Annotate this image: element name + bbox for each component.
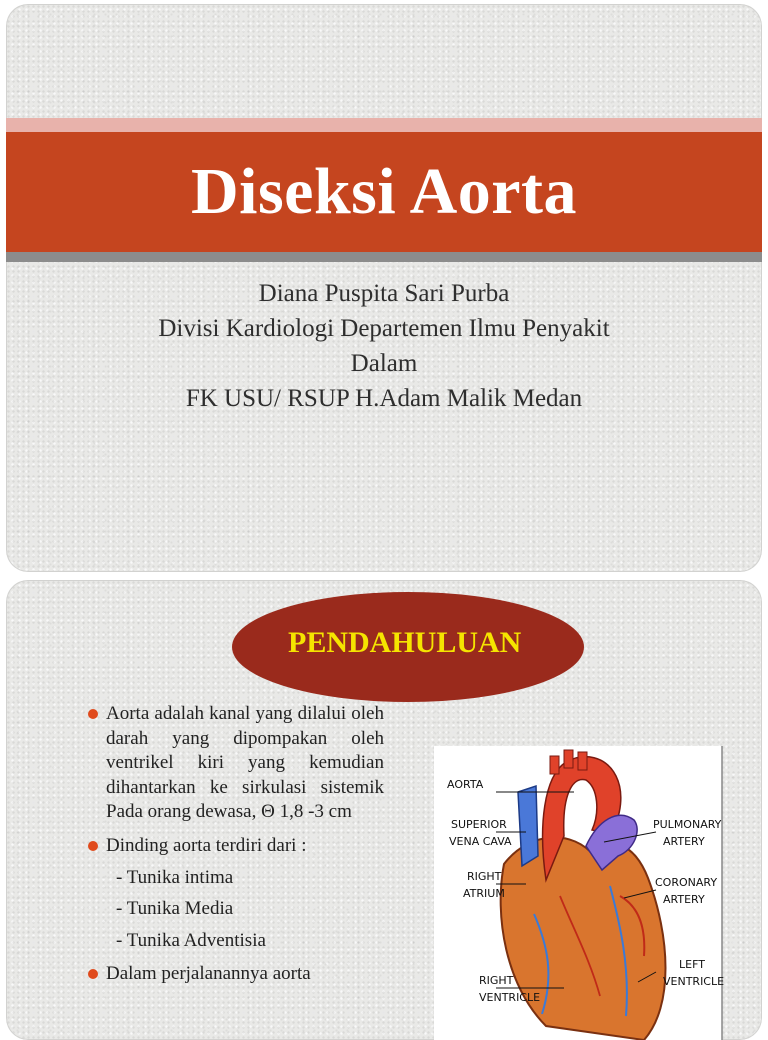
content-slide — [6, 580, 762, 1040]
subtitle-block — [96, 276, 672, 416]
label-aorta: AORTA — [447, 778, 484, 791]
bullet-list — [88, 702, 384, 987]
label-left-ventricle-1: LEFT — [679, 958, 705, 971]
bullet-item: Aorta adalah kanal yang dilalui oleh darah yang dipompakan oleh ventrikel kiri yang kemudian dihantarkan ke sirkulasi sistemik Pada orang dewasa, Θ 1,8 -3 cm — [88, 702, 384, 825]
label-right-ventricle-1: RIGHT — [479, 974, 514, 987]
section-heading — [288, 622, 534, 664]
label-right-ventricle-2: VENTRICLE — [479, 991, 541, 1004]
title-band-top-stripe — [6, 118, 762, 132]
slide-title: Diseksi Aorta — [191, 155, 577, 228]
label-superior: SUPERIOR — [451, 818, 507, 831]
label-coronary: CORONARY — [655, 876, 718, 889]
superior-vena-cava — [518, 786, 538, 866]
bullet-item: Dinding aorta terdiri dari : — [88, 834, 384, 859]
label-pulmonary-artery: ARTERY — [663, 835, 705, 848]
bullet-item: Dalam perjalanannya aorta — [88, 962, 384, 987]
author-name: Diana Puspita Sari Purba — [258, 280, 510, 307]
label-vena-cava: VENA CAVA — [449, 835, 512, 848]
label-pulmonary: PULMONARY — [653, 818, 722, 831]
division-line-1: Divisi Kardiologi Departemen Ilmu Penyakit — [158, 315, 610, 342]
title-slide — [6, 4, 762, 572]
label-left-ventricle-2: VENTRICLE — [663, 975, 725, 988]
division-line-2: Dalam — [350, 350, 418, 377]
sub-item: - Tunika Media — [116, 898, 234, 920]
label-coronary-artery: ARTERY — [663, 893, 705, 906]
section-heading-text: PENDAHULUAN — [288, 626, 522, 659]
title-band-bottom-stripe — [6, 252, 762, 262]
sub-item: - Tunika intima — [116, 866, 234, 888]
heart-anatomy-diagram — [434, 746, 734, 1040]
label-right-atrium-1: RIGHT — [467, 870, 502, 883]
label-right-atrium-2: ATRIUM — [463, 887, 505, 900]
sub-item: - Tunika Adventisia — [116, 929, 266, 951]
institution: FK USU/ RSUP H.Adam Malik Medan — [185, 385, 583, 412]
